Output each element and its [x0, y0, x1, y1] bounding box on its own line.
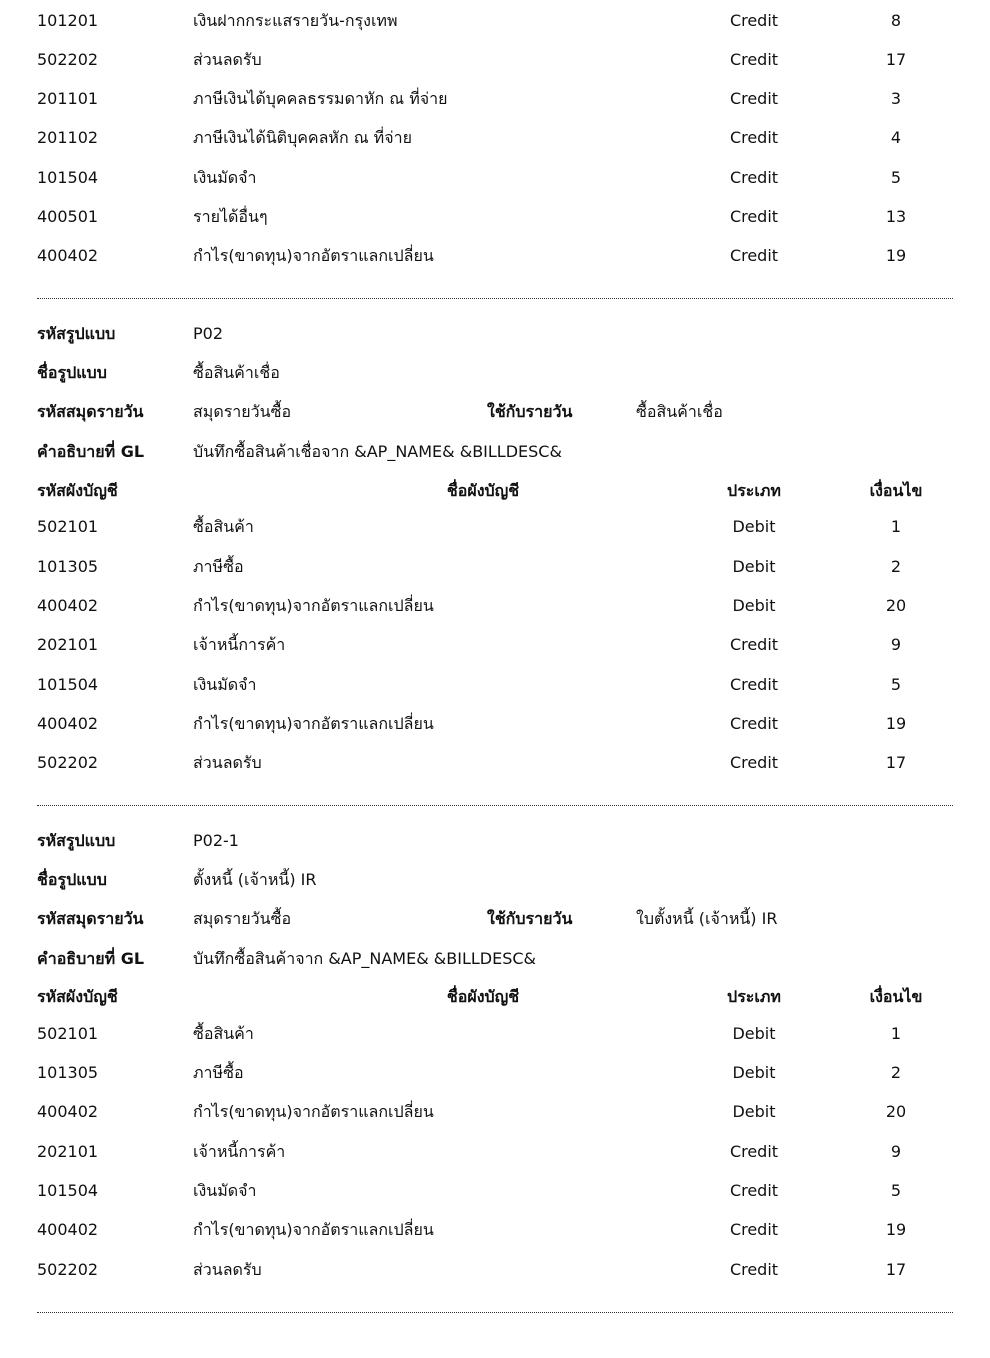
condition-number: 19	[885, 714, 907, 733]
table-row	[0, 1250, 990, 1289]
account-code: 101201	[37, 11, 99, 30]
account-name-header: ชื่อผังบัญชี	[446, 481, 520, 500]
account-code: 400402	[37, 714, 99, 733]
entry-type: Credit	[729, 635, 779, 654]
table-row	[0, 625, 990, 664]
account-name: เงินมัดจำ	[193, 1181, 257, 1200]
account-code: 502202	[37, 753, 99, 772]
template-name-row	[0, 860, 990, 899]
account-name: กำไร(ขาดทุน)จากอัตราแลกเปลี่ยน	[193, 714, 434, 733]
account-code: 400402	[37, 1220, 99, 1239]
entry-type: Credit	[729, 1260, 779, 1279]
account-name: เจ้าหนี้การค้า	[193, 1142, 286, 1161]
section-divider	[37, 1312, 953, 1313]
applies-to-label: ใช้กับรายวัน	[487, 909, 573, 928]
condition-number: 9	[890, 1142, 902, 1161]
account-name: ซื้อสินค้า	[193, 1024, 254, 1043]
section-divider	[37, 298, 953, 299]
table-row	[0, 1092, 990, 1131]
account-code-header: รหัสผังบัญชี	[37, 987, 118, 1006]
table-row	[0, 586, 990, 625]
condition-number: 5	[890, 675, 902, 694]
type-header: ประเภท	[727, 481, 781, 500]
account-name: เงินฝากกระแสรายวัน-กรุงเทพ	[193, 11, 398, 30]
account-code: 502101	[37, 517, 99, 536]
gl-description-value: บันทึกซื้อสินค้าเชื่อจาก &AP_NAME& &BILLDESC&	[193, 442, 562, 461]
condition-number: 20	[885, 596, 907, 615]
account-name: ภาษีเงินได้นิติบุคคลหัก ณ ที่จ่าย	[193, 128, 412, 147]
account-code: 202101	[37, 1142, 99, 1161]
condition-number: 2	[890, 557, 902, 576]
entry-type: Debit	[732, 517, 776, 536]
condition-number: 5	[890, 1181, 902, 1200]
template-code-row	[0, 314, 990, 353]
entry-type: Credit	[729, 128, 779, 147]
account-name-header: ชื่อผังบัญชี	[446, 987, 520, 1006]
entry-type: Debit	[732, 596, 776, 615]
condition-number: 17	[885, 50, 907, 69]
account-code: 101305	[37, 1063, 99, 1082]
template-name-label: ชื่อรูปแบบ	[37, 870, 107, 889]
table-row	[0, 1210, 990, 1249]
account-code: 400402	[37, 246, 99, 265]
condition-number: 9	[890, 635, 902, 654]
condition-header: เงื่อนไข	[869, 481, 923, 500]
account-name: ซื้อสินค้า	[193, 517, 254, 536]
condition-number: 1	[890, 517, 902, 536]
condition-number: 17	[885, 1260, 907, 1279]
journal-code-value: สมุดรายวันซื้อ	[193, 402, 292, 421]
account-name: กำไร(ขาดทุน)จากอัตราแลกเปลี่ยน	[193, 596, 434, 615]
journal-code-label: รหัสสมุดรายวัน	[37, 402, 144, 421]
template-name-row	[0, 353, 990, 392]
account-code-header: รหัสผังบัญชี	[37, 481, 118, 500]
entry-type: Credit	[729, 89, 779, 108]
gl-description-label: คำอธิบายที่ GL	[37, 442, 145, 461]
gl-description-value: บันทึกซื้อสินค้าจาก &AP_NAME& &BILLDESC&	[193, 949, 537, 968]
condition-number: 13	[885, 207, 907, 226]
table-row	[0, 118, 990, 157]
account-code: 502202	[37, 50, 99, 69]
entry-type: Credit	[729, 50, 779, 69]
table-row	[0, 197, 990, 236]
entry-type: Debit	[732, 1063, 776, 1082]
template-name-label: ชื่อรูปแบบ	[37, 363, 107, 382]
table-row	[0, 547, 990, 586]
entry-type: Credit	[729, 168, 779, 187]
account-code: 502101	[37, 1024, 99, 1043]
account-name: เงินมัดจำ	[193, 675, 257, 694]
entry-type: Credit	[729, 246, 779, 265]
template-code-label: รหัสรูปแบบ	[37, 831, 116, 850]
account-name: รายได้อื่นๆ	[193, 207, 268, 226]
section-divider	[37, 805, 953, 806]
journal-row	[0, 899, 990, 938]
applies-to-label: ใช้กับรายวัน	[487, 402, 573, 421]
template-code-value: P02	[193, 324, 224, 343]
account-name: กำไร(ขาดทุน)จากอัตราแลกเปลี่ยน	[193, 1220, 434, 1239]
journal-code-label: รหัสสมุดรายวัน	[37, 909, 144, 928]
table-row	[0, 79, 990, 118]
applies-to-value: ซื้อสินค้าเชื่อ	[636, 402, 723, 421]
condition-number: 8	[890, 11, 902, 30]
account-name: กำไร(ขาดทุน)จากอัตราแลกเปลี่ยน	[193, 1102, 434, 1121]
account-name: ภาษีซื้อ	[193, 557, 244, 576]
gl-description-label: คำอธิบายที่ GL	[37, 949, 145, 968]
account-code: 101504	[37, 1181, 99, 1200]
table-row	[0, 158, 990, 197]
account-code: 101305	[37, 557, 99, 576]
account-name: ส่วนลดรับ	[193, 50, 262, 69]
entry-type: Debit	[732, 557, 776, 576]
table-row	[0, 1053, 990, 1092]
table-row	[0, 665, 990, 704]
account-code: 400402	[37, 596, 99, 615]
gl-description-row	[0, 939, 990, 978]
type-header: ประเภท	[727, 987, 781, 1006]
condition-number: 19	[885, 246, 907, 265]
column-header-row	[0, 977, 990, 1016]
table-row	[0, 40, 990, 79]
template-code-value: P02-1	[193, 831, 239, 850]
account-code: 101504	[37, 675, 99, 694]
template-code-label: รหัสรูปแบบ	[37, 324, 116, 343]
condition-number: 17	[885, 753, 907, 772]
account-code: 400501	[37, 207, 99, 226]
table-row	[0, 1014, 990, 1053]
account-code: 201102	[37, 128, 99, 147]
entry-type: Credit	[729, 1142, 779, 1161]
template-name-value: ตั้งหนี้ (เจ้าหนี้) IR	[193, 870, 317, 889]
condition-number: 3	[890, 89, 902, 108]
entry-type: Credit	[729, 753, 779, 772]
table-row	[0, 1132, 990, 1171]
entry-type: Credit	[729, 675, 779, 694]
table-row	[0, 704, 990, 743]
account-code: 202101	[37, 635, 99, 654]
account-code: 201101	[37, 89, 99, 108]
entry-type: Debit	[732, 1102, 776, 1121]
entry-type: Credit	[729, 1181, 779, 1200]
table-row	[0, 236, 990, 275]
entry-type: Debit	[732, 1024, 776, 1043]
template-code-row	[0, 821, 990, 860]
entry-type: Credit	[729, 1220, 779, 1239]
account-code: 400402	[37, 1102, 99, 1121]
journal-row	[0, 392, 990, 431]
condition-number: 4	[890, 128, 902, 147]
entry-type: Credit	[729, 207, 779, 226]
account-name: ส่วนลดรับ	[193, 1260, 262, 1279]
journal-code-value: สมุดรายวันซื้อ	[193, 909, 292, 928]
entry-type: Credit	[729, 11, 779, 30]
template-name-value: ซื้อสินค้าเชื่อ	[193, 363, 280, 382]
table-row	[0, 1, 990, 40]
condition-number: 1	[890, 1024, 902, 1043]
entry-type: Credit	[729, 714, 779, 733]
account-name: เงินมัดจำ	[193, 168, 257, 187]
account-name: เจ้าหนี้การค้า	[193, 635, 286, 654]
account-name: กำไร(ขาดทุน)จากอัตราแลกเปลี่ยน	[193, 246, 434, 265]
table-row	[0, 743, 990, 782]
applies-to-value: ใบตั้งหนี้ (เจ้าหนี้) IR	[636, 909, 778, 928]
account-code: 101504	[37, 168, 99, 187]
account-name: ภาษีซื้อ	[193, 1063, 244, 1082]
condition-number: 20	[885, 1102, 907, 1121]
account-name: ส่วนลดรับ	[193, 753, 262, 772]
condition-number: 5	[890, 168, 902, 187]
condition-number: 2	[890, 1063, 902, 1082]
gl-description-row	[0, 432, 990, 471]
condition-number: 19	[885, 1220, 907, 1239]
column-header-row	[0, 471, 990, 510]
condition-header: เงื่อนไข	[869, 987, 923, 1006]
table-row	[0, 507, 990, 546]
account-code: 502202	[37, 1260, 99, 1279]
account-name: ภาษีเงินได้บุคคลธรรมดาหัก ณ ที่จ่าย	[193, 89, 448, 108]
table-row	[0, 1171, 990, 1210]
